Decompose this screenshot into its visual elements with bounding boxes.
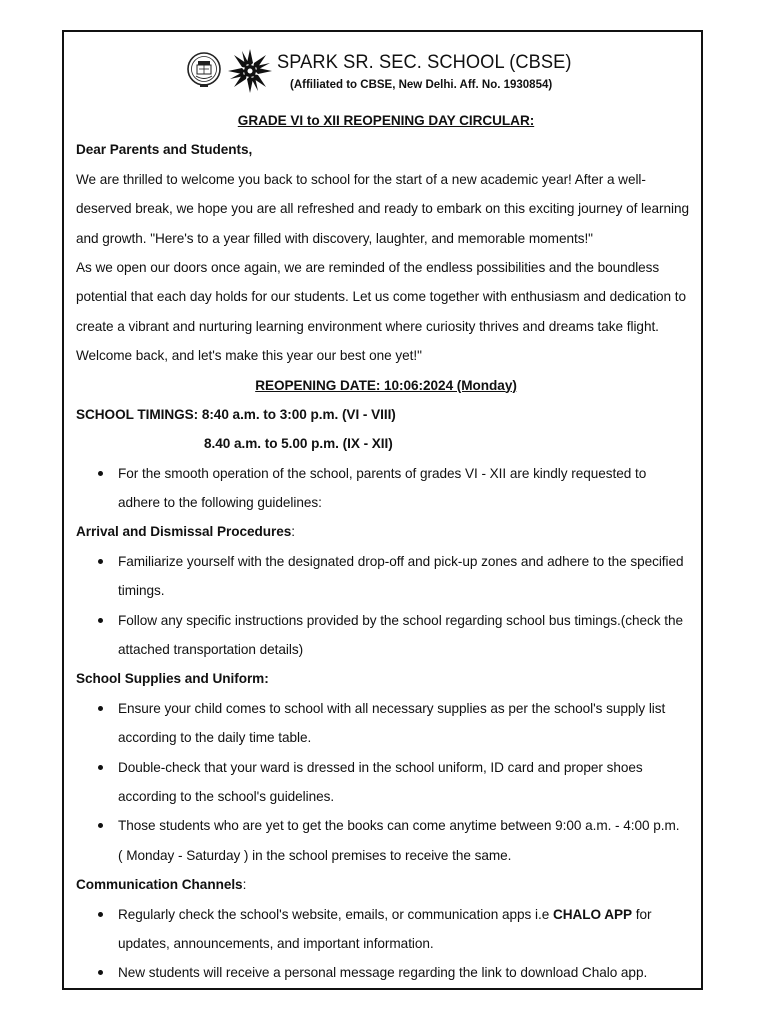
list-item-continued: attached transportation details) xyxy=(118,642,304,658)
circular-page xyxy=(62,30,703,990)
cbse-seal-icon xyxy=(186,50,222,90)
intro-line: potential that each day holds for our students. Let us come together with enthusiasm and dedication to xyxy=(76,289,687,305)
section-heading-communication: Communication Channels: xyxy=(76,877,247,893)
list-item-continued: according to the school's guidelines. xyxy=(118,788,335,804)
intro-line: As we open our doors once again, we are reminded of the endless possibilities and the boundless xyxy=(76,259,660,275)
list-item: Those students who are yet to get the books can come anytime between 9:00 a.m. - 4:00 p.m. xyxy=(76,811,696,840)
list-item: Ensure your child comes to school with all necessary supplies as per the school's supply list xyxy=(76,694,696,723)
school-timings: SCHOOL TIMINGS: 8:40 a.m. to 3:00 p.m. (VI - VIII) xyxy=(76,406,396,422)
list-item: For the smooth operation of the school, parents of grades VI - XII are kindly requested to xyxy=(76,459,696,488)
bullet-icon xyxy=(98,912,103,917)
bullet-icon xyxy=(98,559,103,564)
circular-title: GRADE VI to XII REOPENING DAY CIRCULAR: xyxy=(237,113,535,128)
bullet-icon xyxy=(98,765,103,770)
school-timings-senior: 8.40 a.m. to 5.00 p.m. (IX - XII) xyxy=(204,436,393,452)
reopening-date: REOPENING DATE: 10:06:2024 (Monday) xyxy=(255,377,517,393)
list-item: Familiarize yourself with the designated drop-off and pick-up zones and adhere to the specified xyxy=(76,547,696,576)
spark-logo-icon xyxy=(226,48,274,94)
list-item: Regularly check the school's website, emails, or communication apps i.e CHALO APP for xyxy=(76,900,696,929)
letterhead xyxy=(64,46,701,96)
affiliation-line: (Affiliated to CBSE, New Delhi. Aff. No. 1930854) xyxy=(290,79,553,91)
intro-line: Welcome back, and let's make this year our best one yet!" xyxy=(76,348,422,364)
list-item: Double-check that your ward is dressed in the school uniform, ID card and proper shoes xyxy=(76,753,696,782)
bullet-icon xyxy=(98,823,103,828)
bullet-icon xyxy=(98,970,103,975)
bullet-icon xyxy=(98,618,103,623)
intro-line: deserved break, we hope you are all refreshed and ready to embark on this exciting journey of learning xyxy=(76,201,690,217)
circular-body xyxy=(76,106,696,988)
intro-line: We are thrilled to welcome you back to school for the start of a new academic year! After a well- xyxy=(76,171,646,187)
list-item-continued: according to the daily time table. xyxy=(118,730,312,746)
salutation: Dear Parents and Students, xyxy=(76,142,253,158)
list-item: New students will receive a personal message regarding the link to download Chalo app. xyxy=(76,958,696,987)
school-name: SPARK SR. SEC. SCHOOL (CBSE) xyxy=(277,52,572,73)
list-item-continued: timings. xyxy=(118,583,165,599)
list-item-continued: updates, announcements, and important information. xyxy=(118,935,434,951)
section-heading-supplies: School Supplies and Uniform: xyxy=(76,671,269,687)
list-item-continued: ( Monday - Saturday ) in the school premises to receive the same. xyxy=(118,847,512,863)
list-item: Follow any specific instructions provided by the school regarding school bus timings.(check the xyxy=(76,606,696,635)
section-heading-arrival: Arrival and Dismissal Procedures: xyxy=(76,524,295,540)
list-item-continued: adhere to the following guidelines: xyxy=(118,495,322,511)
bullet-icon xyxy=(98,471,103,476)
intro-line: create a vibrant and nurturing learning environment where curiosity thrives and dreams take flight. xyxy=(76,318,659,334)
intro-line: and growth. "Here's to a year filled with discovery, laughter, and memorable moments!" xyxy=(76,230,593,246)
chalo-app-name: CHALO APP xyxy=(552,906,633,922)
bullet-icon xyxy=(98,706,103,711)
